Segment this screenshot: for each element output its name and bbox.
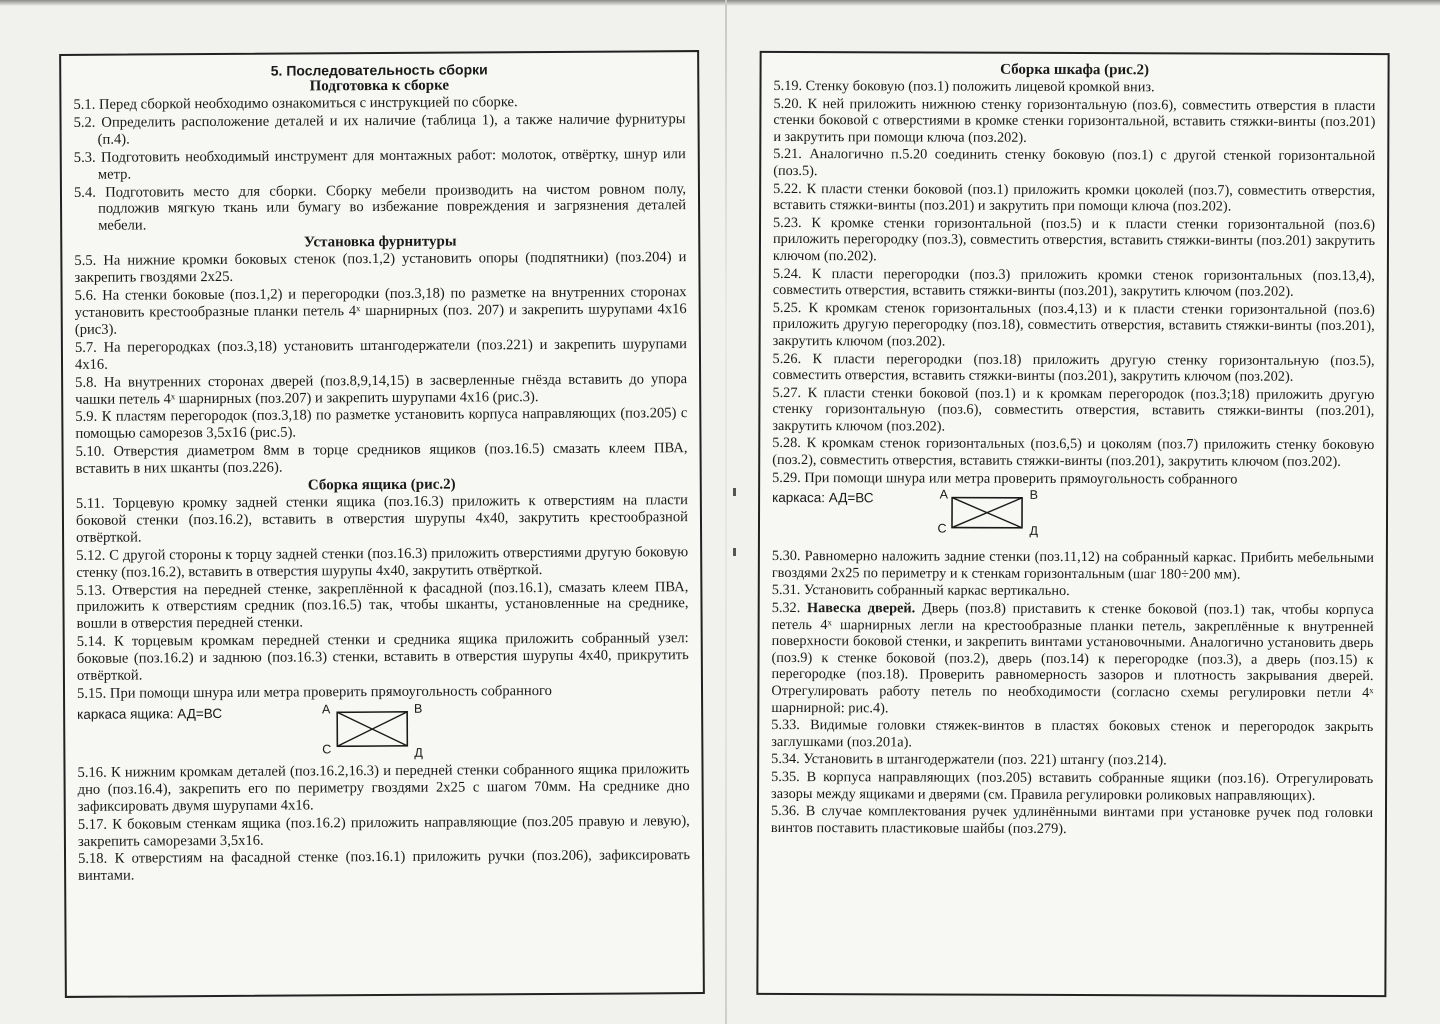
list-item: 5.21. Аналогично п.5.20 соединить стенку боковую (поз.1) с другой стенкой горизонтальной (поз.5). (773, 146, 1376, 180)
list-item: 5.5. На нижние кромки боковых стенок (поз.1,2) установить опоры (подпятники) (поз.204) и закрепить гвоздями 2x25. (74, 249, 687, 287)
section-items (772, 78, 1375, 488)
list-item: 5.8. На внутренних сторонах дверей (поз.8,9,14,15) в засверленные гнёзда вставить до упора чашки петель 4ˣ шарнирных (поз.207) и закрепить шурупами 4x16 (рис.3). (75, 370, 688, 408)
scan-mark (733, 548, 736, 556)
list-item: 5.30. Равномерно наложить задние стенки (поз.11,12) на собранный каркас. Прибить мебельными гвоздями 2x25 по периметру и к стенкам горизонтальным (шаг 180÷200 мм). (771, 548, 1374, 583)
list-item: 5.13. Отверстия на передней стенке, закреплённой к фасадной (поз.16.1), смазать клеем ПВА, приложить к отверстиям средник (поз.16.5) так, чтобы шканты, установленные на среднике, вошли в отверстия передней стенки. (76, 578, 689, 633)
list-item: 5.25. К кромкам стенок горизонтальных (поз.4,13) и к пласти стенки горизонтальной (поз.6) приложить другую перегородку (поз.18), совместить отверстия, вставить стяжки-винты (поз.201), закрутить ключом (поз.202). (772, 299, 1375, 350)
diagonal-formula: каркаса: АД=ВС (772, 490, 874, 506)
list-item: 5.33. Видимые головки стяжек-винтов в пластях боковых стенок и перегородок закрыть заглушками (поз.201а). (771, 717, 1374, 751)
section-heading: Подготовка к сборке (309, 77, 450, 95)
section-heading: Сборка шкафа (рис.2) (1000, 61, 1150, 79)
list-item: 5.26. К пласти перегородки (поз.18) приложить другую стенку горизонтальную (поз.5), совместить отверстия, вставить стяжки-винты (поз.201), закрутить ключом (поз.202). (772, 350, 1375, 385)
list-item: 5.32. Навеска дверей. Дверь (поз.8) приставить к стенке боковой (поз.1) так, чтобы корпуса петель 4ˣ шарнирных легли на крестообразные планки петель, закреплённые к внутренней поверхности боковой стенки, и закрепить винтами установочными. Аналогично установить дверь (поз.9) к стенке боковой (поз.2), дверь (поз.14) к перегородке (поз.3), а дверь (поз.15) к перегородке (поз.18). Проверить равномерность зазоров и плотность закрывания дверей. Отрегулировать работу петель по необходимости (согласно схемы регулировки петли 4ˣ шарнирной: рис.4). (771, 599, 1374, 716)
list-item: 5.1. Перед сборкой необходимо ознакомиться с инструкцией по сборке. (73, 94, 518, 113)
page-fold-line (725, 0, 727, 1024)
rectangle-diagonals-icon (336, 711, 408, 747)
corner-label-a: А (321, 702, 331, 717)
list-item: 5.18. К отверстиям на фасадной стенке (поз.16.1) приложить ручки (поз.206), зафиксировать винтами. (77, 847, 691, 885)
corner-label-d: Д (414, 745, 423, 760)
list-item: 5.36. В случае комплектования ручек удлинёнными винтами при установке ручек под головки винтов поставить пластиковые шайбы (поз.279). (770, 803, 1374, 837)
left-page (59, 50, 705, 998)
list-item: 5.10. Отверстия диаметром 8мм в торце средников ящиков (поз.16.5) смазать клеем ПВА, вставить в них шканты (поз.226). (75, 440, 688, 477)
bold-lead: Навеска дверей. (807, 600, 916, 617)
list-item: 5.6. На стенки боковые (поз.1,2) и перегородки (поз.3,18) по разметке на внутренних сторонах установить крестообразные планки петель 4ˣ шарнирных (поз. 207) и закрепить шурупами 4x16 (рис3). (74, 284, 687, 338)
section-heading: Установка фурнитуры (303, 233, 457, 251)
list-item: 5.20. К ней приложить нижнюю стенку горизонтальную (поз.6), совместить отверстия в пласти стенки боковой с отверстиями в кромке стенки горизонтальной, вставить стяжки-винты (поз.201) и закрутить при помощи ключа (поз.202). (773, 95, 1376, 146)
list-item: 5.2. Определить расположение деталей и их наличие (таблица 1), а также наличие фурнитуры (п.4). (73, 111, 686, 148)
list-item: 5.7. На перегородках (поз.3,18) установить штангодержатели (поз.221) и закрепить шурупами 4x16. (74, 335, 687, 373)
list-item: 5.24. К пласти перегородки (поз.3) приложить кромки стенок горизонтальных (поз.13,4), совместить отверстия, вставить стяжки-винты (поз.201), закрутить ключом (поз.202). (772, 265, 1375, 300)
section-items (76, 492, 689, 703)
list-item: 5.3. Подготовить необходимый инструмент для монтажных работ: молоток, отвёртку, шнур или метр. (73, 145, 686, 183)
corner-label-b: В (413, 701, 423, 716)
diagonal-formula: каркаса ящика: АД=ВС (77, 705, 223, 722)
list-item: 5.19. Стенку боковую (поз.1) положить лицевой кромкой вниз. (773, 77, 1155, 96)
corner-label-b: В (1029, 488, 1038, 503)
section-items-continued (771, 548, 1374, 838)
right-page (756, 51, 1389, 997)
section-heading: Сборка ящика (рис.2) (307, 476, 456, 494)
list-item: 5.11. Торцевую кромку задней стенки ящика (поз.16.3) приложить к отверстиям на пласти боковой стенки (поз.16.2), вставить в отверстия шурупы 4x40, закрутить крестообразной отвёрткой. (75, 492, 689, 546)
corner-label-a: А (939, 487, 948, 502)
scan-top-edge (0, 0, 1440, 6)
rectangle-diagonals-icon (951, 497, 1023, 529)
diagonal-figure (933, 489, 1043, 545)
rectangularity-diagram (772, 488, 1374, 546)
list-item: 5.23. К кромке стенки горизонтальной (поз.5) и к пласти стенки горизонтальной (поз.6) приложить перегородку (поз.3), совместить отверстия, вставить стяжки-винты (поз.201) закрутить ключом (по.202). (772, 214, 1376, 265)
section-items (74, 249, 687, 478)
list-item: 5.17. К боковым стенкам ящика (поз.16.2) приложить направляющие (поз.205 правую и левую), закрепить саморезами 3,5x16. (77, 812, 690, 850)
list-item: 5.27. К пласти стенки боковой (поз.1) и к кромкам перегородок (поз.3;18) приложить другую стенку горизонтальную (поз.6), совместить отверстия, вставить стяжки-винты (поз.201), закрутить ключом (поз.202). (772, 384, 1375, 435)
rectangularity-diagram (77, 701, 689, 761)
list-item: 5.12. С другой стороны к торцу задней стенки (поз.16.3) приложить отверстиями другую боковую стенку (поз.16.2), вставить в отверстия шурупы 4x40, закрутить отвёрткой. (76, 543, 689, 581)
corner-label-c: С (322, 742, 332, 757)
list-item: 5.22. К пласти стенки боковой (поз.1) приложить кромки цоколей (поз.7), совместить отверстия, вставить стяжки-винты (поз.201) и закрутить при помощи ключа (поз.202). (773, 180, 1376, 215)
list-item: 5.28. К кромкам стенок горизонтальных (поз.6,5) и цоколям (поз.7) приложить стенку боковую (поз.2), совместить отверстия, вставить стяжки-винты (поз.201), закрутить ключом (поз.202). (772, 435, 1375, 470)
section-items (73, 93, 686, 235)
corner-label-d: Д (1029, 524, 1038, 539)
list-item: 5.16. К нижним кромкам деталей (поз.16.2,16.3) и передней стенки собранного ящика приложить дно (поз.16.4), закрепить его по периметру гвоздями 2x25 с шагом 70мм. На среднике дно зафиксировать двумя шурупами 4x16. (77, 761, 690, 815)
list-item: 5.14. К торцевым кромкам передней стенки и средника ящика приложить собранный узел: боковые (поз.16.2) и заднюю (поз.16.3) стенки, вставить в отверстия шурупы 4x40, прикрутить отвёрткой. (76, 630, 689, 684)
corner-label-c: С (937, 521, 947, 536)
scan-mark (733, 488, 736, 496)
list-item: 5.15. При помощи шнура или метра проверить прямоугольность собранного (76, 682, 552, 702)
diagonal-figure (318, 703, 428, 760)
list-item: 5.29. При помощи шнура или метра проверить прямоугольность собранного (772, 469, 1238, 488)
page-title: 5. Последовательность сборки (270, 61, 488, 79)
list-item: 5.31. Установить собранный каркас вертикально. (771, 582, 1070, 600)
section-items-continued (77, 761, 690, 885)
list-item: 5.4. Подготовить место для сборки. Сборку мебели производить на чистом ровном полу, подложив мягкую ткань или бумагу во избежание повреждения и загрязнения деталей мебели. (73, 180, 687, 235)
list-item: 5.9. К пластям перегородок (поз.3,18) по разметке установить корпуса направляющих (поз.205) с помощью саморезов 3,5x16 (рис.5). (75, 405, 688, 443)
list-item: 5.35. В корпуса направляющих (поз.205) вставить собранные ящики (поз.16). Отрегулировать зазоры между ящиками и дверями (см. Правила регулировки роликовых направляющих). (771, 768, 1374, 804)
list-item: 5.34. Установить в штангодержатели (поз. 221) штангу (поз.214). (771, 751, 1167, 769)
